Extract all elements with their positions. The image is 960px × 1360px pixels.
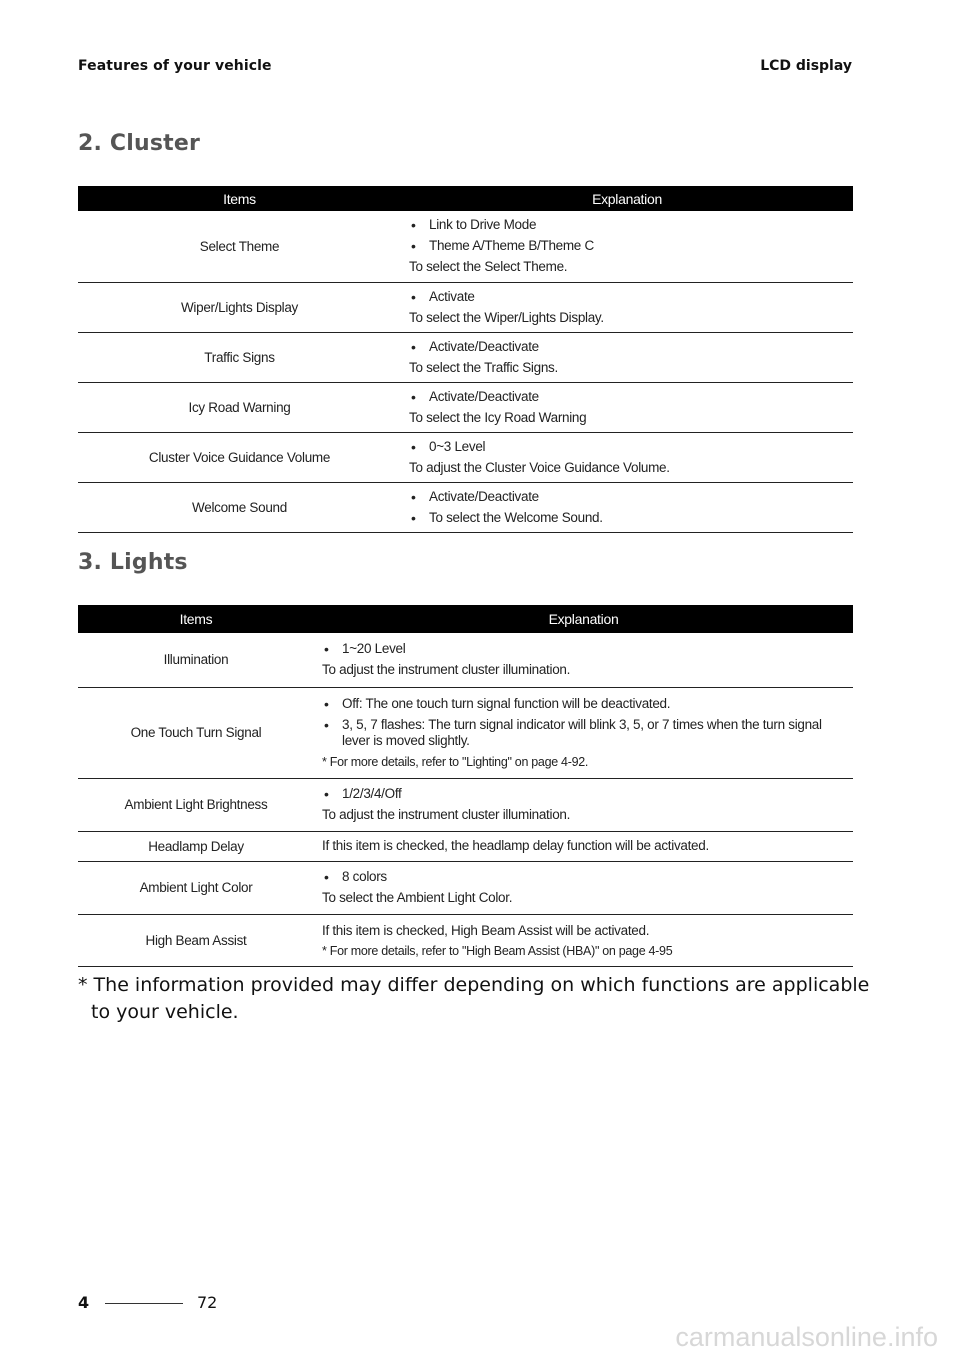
row-note: To select the Ambient Light Color. [322, 890, 513, 905]
table-row [78, 482, 853, 532]
bullet: • Theme A/Theme B/Theme C [409, 238, 847, 254]
row-item: Wiper/Lights Display [78, 282, 401, 332]
bullet: • 0~3 Level [409, 439, 847, 455]
column-header-explanation: Explanation [314, 605, 853, 633]
bullet: • 1~20 Level [322, 641, 847, 657]
table-header-row [78, 186, 853, 211]
bullet: • 8 colors [322, 869, 847, 885]
running-header-section: Features of your vehicle [78, 58, 272, 74]
row-item: Ambient Light Brightness [78, 778, 314, 831]
cluster-table [78, 186, 853, 533]
table-row [78, 211, 853, 282]
section-title-lights: 3. Lights [78, 550, 188, 575]
row-item: High Beam Assist [78, 914, 314, 966]
row-item: One Touch Turn Signal [78, 687, 314, 778]
page-number-divider [105, 1303, 183, 1304]
bullet: • 3, 5, 7 flashes: The turn signal indicator will blink 3, 5, or 7 times when the turn signal lever is moved slightly. [322, 717, 847, 749]
row-note: To select the Traffic Signs. [409, 359, 558, 375]
row-note: * For more details, refer to "Lighting" on page 4-92. [322, 754, 589, 769]
row-item: Ambient Light Color [78, 861, 314, 914]
row-note: If this item is checked, the headlamp delay function will be activated. [322, 838, 709, 853]
table-row [78, 382, 853, 432]
bullet: • 1/2/3/4/Off [322, 786, 847, 802]
row-note-reference: * For more details, refer to "High Beam Assist (HBA)" on page 4-95 [322, 943, 673, 958]
row-explanation [401, 332, 853, 382]
row-item: Select Theme [78, 211, 401, 282]
table-row [78, 831, 853, 861]
column-header-explanation: Explanation [401, 186, 853, 211]
row-item: Traffic Signs [78, 332, 401, 382]
row-note: To adjust the Cluster Voice Guidance Volume. [409, 459, 670, 475]
table-row [78, 687, 853, 778]
row-note: To adjust the instrument cluster illumination. [322, 662, 571, 678]
row-explanation [314, 633, 853, 687]
footnote: * The information provided may differ depending on which functions are applicable to your vehicle. [78, 974, 870, 1023]
row-explanation [401, 432, 853, 482]
row-explanation [314, 778, 853, 831]
bullet: • Activate/Deactivate [409, 489, 847, 505]
row-item: Headlamp Delay [78, 831, 314, 861]
row-explanation [314, 914, 853, 966]
column-header-items: Items [78, 605, 314, 633]
table-row [78, 914, 853, 966]
row-note: To adjust the instrument cluster illumination. [322, 807, 571, 822]
table-row [78, 332, 853, 382]
row-explanation [401, 382, 853, 432]
row-item: Illumination [78, 633, 314, 687]
row-note: If this item is checked, High Beam Assist will be activated. [322, 922, 650, 938]
row-explanation [401, 482, 853, 532]
row-note: To select the Wiper/Lights Display. [409, 309, 604, 325]
row-explanation [314, 861, 853, 914]
bullet: • Activate [409, 289, 847, 305]
page-number [78, 1293, 218, 1312]
table-row [78, 778, 853, 831]
chapter-number: 4 [78, 1293, 90, 1312]
row-explanation [401, 211, 853, 282]
page-number-value: 72 [197, 1293, 218, 1312]
lights-table [78, 605, 853, 967]
row-item: Icy Road Warning [78, 382, 401, 432]
bullet: • Activate/Deactivate [409, 339, 847, 355]
row-note: To select the Select Theme. [409, 259, 568, 275]
row-note: To select the Icy Road Warning [409, 409, 587, 425]
bullet: • Activate/Deactivate [409, 389, 847, 405]
row-explanation [314, 831, 853, 861]
row-item: Cluster Voice Guidance Volume [78, 432, 401, 482]
bullet: • Off: The one touch turn signal function will be deactivated. [322, 696, 847, 712]
table-row [78, 282, 853, 332]
table-row [78, 432, 853, 482]
section-title-cluster: 2. Cluster [78, 131, 201, 156]
table-row [78, 861, 853, 914]
row-explanation [314, 687, 853, 778]
bullet: • Link to Drive Mode [409, 217, 847, 233]
table-row [78, 633, 853, 687]
row-item: Welcome Sound [78, 482, 401, 532]
table-header-row [78, 605, 853, 633]
watermark: carmanualsonline.info [675, 1322, 938, 1352]
column-header-items: Items [78, 186, 401, 211]
running-header-topic: LCD display [760, 58, 852, 74]
bullet: • To select the Welcome Sound. [409, 510, 847, 526]
row-explanation [401, 282, 853, 332]
